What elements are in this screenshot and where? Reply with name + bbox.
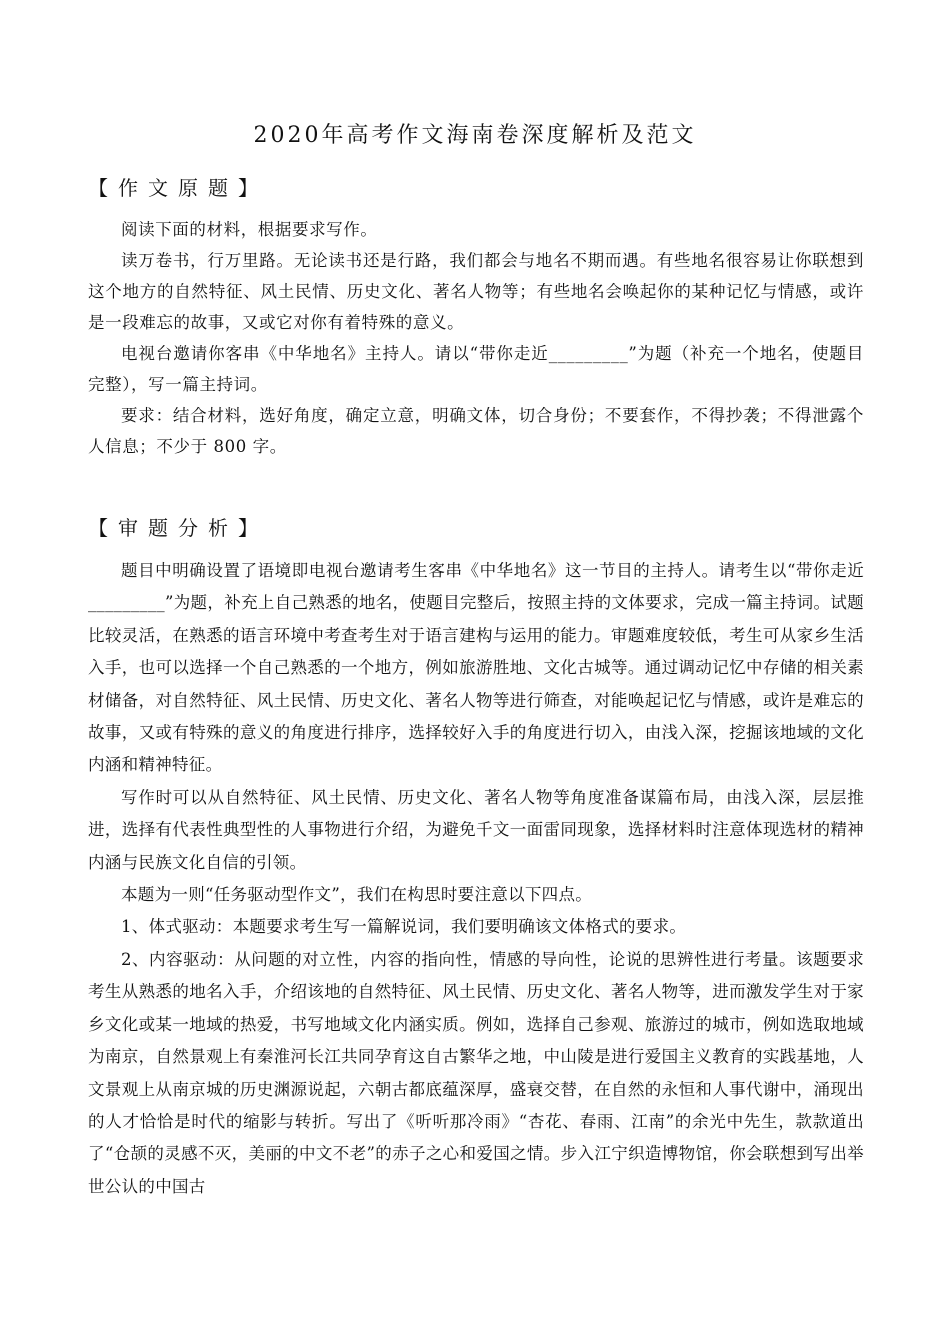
prompt-paragraph: 阅读下面的材料，根据要求写作。	[121, 220, 378, 239]
analysis-paragraph: 1、体式驱动：本题要求考生写一篇解说词，我们要明确该文体格式的要求。	[121, 917, 687, 937]
analysis-paragraph: 本题为一则“任务驱动型作文”，我们在构思时要注意以下四点。	[121, 885, 593, 905]
prompt-paragraph: 读万卷书，行万里路。无论读书还是行路，我们都会与地名不期而遇。有些地名很容易让你联想到这个地方的自然特征、风土民情、历史文化、著名人物等；有些地名会唤起你的某种记忆与情感，或许是一段难忘的故事，又或它对你有着特殊的意义。	[88, 251, 864, 332]
document-title: 2020年高考作文海南卷深度解析及范文	[253, 123, 697, 148]
prompt-paragraph: 要求：结合材料，选好角度，确定立意，明确文体，切合身份；不要套作，不得抄袭；不得泄露个人信息；不少于 800 字。	[88, 406, 864, 456]
analysis-paragraph: 写作时可以从自然特征、风土民情、历史文化、著名人物等角度准备谋篇布局，由浅入深，层层推进，选择有代表性典型性的人事物进行介绍，为避免千文一面雷同现象，选择材料时注意体现选材的精神内涵与民族文化自信的引领。	[88, 787, 864, 872]
analysis-paragraph: 2、内容驱动：从问题的对立性，内容的指向性，情感的导向性，论说的思辨性进行考量。该题要求考生从熟悉的地名入手，介绍该地的自然特征、风土民情、历史文化、著名人物等，进而激发学生对于家乡文化或某一地域的热爱，书写地域文化内涵实质。例如，选择自己参观、旅游过的城市，例如选取地域为南京，自然景观上有秦淮河长江共同孕育这自古繁华之地，中山陵是进行爱国主义教育的实践基地，人文景观上从南京城的历史渊源说起，六朝古都底蕴深厚，盛衰交替，在自然的永恒和人事代谢中，涌现出的人才恰恰是时代的缩影与转折。写出了《听听那冷雨》“杏花、春雨、江南”的余光中先生，款款道出了“仓颉的灵感不灭，美丽的中文不老”的赤子之心和爱国之情。步入江宁织造博物馆，你会联想到写出举世公认的中国古	[88, 949, 864, 1196]
analysis-paragraph: 题目中明确设置了语境即电视台邀请考生客串《中华地名》这一节目的主持人。请考生以“带你走近_________”为题，补充上自己熟悉的地名，使题目完整后，按照主持的文体要求，完成一篇主持词。试题比较灵活，在熟悉的语言环境中考查考生对于语言建构与运用的能力。审题难度较低，考生可从家乡生活入手，也可以选择一个自己熟悉的一个地方，例如旅游胜地、文化古城等。通过调动记忆中存储的相关素材储备，对自然特征、风土民情、历史文化、著名人物等进行筛查，对能唤起记忆与情感，或许是难忘的故事，又或有特殊的意义的角度进行排序，选择较好入手的角度进行切入，由浅入深，挖掘该地域的文化内涵和精神特征。	[88, 561, 864, 775]
section-heading-original-prompt: 【作文原题】	[88, 176, 268, 200]
section-heading-analysis: 【审题分析】	[88, 516, 268, 540]
analysis-body	[88, 555, 864, 1203]
original-prompt-body	[88, 214, 864, 462]
prompt-paragraph: 电视台邀请你客串《中华地名》主持人。请以“带你走近_________”为题（补充一个地名，使题目完整），写一篇主持词。	[88, 344, 864, 394]
